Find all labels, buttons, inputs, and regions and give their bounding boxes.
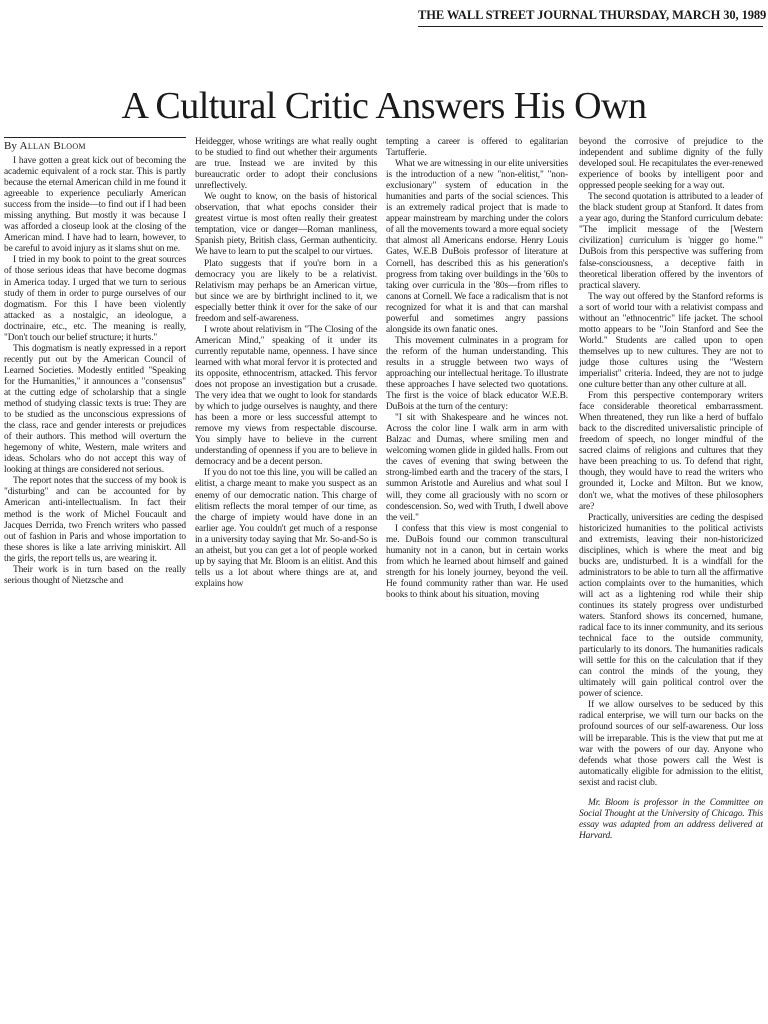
paragraph: From this perspective contemporary writers face considerable theoretical embarrassment. When threatened, they run like a herd of buffalo back to the discredited universalistic principle of freedom of speech, no longer mindful of the sacred claims of religions and cultures that they have been preaching to us. To defend that right, though, they would have to read the writers who grounded it, Locke and Milton. But we know, don't we, what the motives of these philosophers are? xyxy=(579,391,763,512)
masthead-rule xyxy=(418,26,763,27)
paragraph: Practically, universities are ceding the despised historicized humanities to the political activists and extremists, leaving their non-historicized disciplines, which is where the meat and big bucks are, undisturbed. It is a windfall for the administrators to be able to turn all the affirmative action complaints over to the humanities, which will act as a lightening rod while their ship continues its stately progress over undisturbed waters. Stanford shows its concerned, humane, radical face to its inner community, and its serious technical face to the outside community, particularly to its donors. The humanities radicals will settle for this on the calculation that if they can control the minds of the young, they ultimately will gain political control over the power of science. xyxy=(579,512,763,700)
article-column-2 xyxy=(195,137,377,752)
byline-author: Allan Bloom xyxy=(19,140,86,152)
byline xyxy=(4,137,186,153)
paragraph: Their work is in turn based on the really serious thought of Nietzsche and xyxy=(4,564,186,586)
article-column-1 xyxy=(4,156,186,701)
paragraph: The second quotation is attributed to a leader of the black student group at Stanford. It dates from a year ago, during the Stanford curriculum debate: "The implicit message of the [Western civilization] curriculum is 'nigger go home.'" DuBois from this perspective was suffering from false-consciousness, a deceptive faith in theoretical liberation offered by the inventors of practical slavery. xyxy=(579,192,763,291)
paragraph: I wrote about relativism in "The Closing of the American Mind," speaking of it under its currently reputable name, openness. I have since learned with what moral fervor it is protected and its opposite, ethnocentrism, attacked. This fervor does not propose an investigation but a crusade. The very idea that we ought to look for standards by which to judge ourselves is naughty, and there has been a more or less successful attempt to remove my views from respectable discourse. You simply have to believe in the current understanding of openness if you are to believe in democracy and be a decent person. xyxy=(195,324,377,468)
paragraph: "I sit with Shakespeare and he winces not. Across the color line I walk arm in arm with Balzac and Dumas, where smiling men and welcoming women glide in gilded halls. From out the caves of evening that swing between the strong-limbed earth and the tracery of the stars, I summon Aristotle and Aurelius and what soul I will, they come all graciously with no scorn or condescension. So, wed with Truth, I dwell above the veil." xyxy=(386,413,568,523)
paragraph: This dogmatism is neatly expressed in a report recently put out by the American Council of Learned Societies. Modestly entitled "Speaking for the Humanities," it announces a "consensus" at the cutting edge of scholarship that a single method of studying classic texts is true: They are to be studied as the unconscious expressions of the class, race and gender interests or prejudices of their authors. This method will overturn the hegemony of white, Western, male writers and ideas. Scholars who do not accept this way of looking at things are considered not serious. xyxy=(4,343,186,476)
paragraph: If we allow ourselves to be seduced by this radical enterprise, we will turn our backs on the profound sources of our self-awareness. Our loss will be irreparable. This is the view that put me at war with the powers of our day. Anyone who defends what those powers call the West is automatically eligible for admission to the elitist, sexist and racist club. xyxy=(579,700,763,788)
paragraph: beyond the corrosive of prejudice to the independent and sublime dignity of the fully developed soul. He recapitulates the ever-renewed experience of books by intelligent poor and oppressed people seeking for a way out. xyxy=(579,137,763,192)
paragraph: We ought to know, on the basis of historical observation, that what epochs consider their greatest virtue is most often really their greatest temptation, vice or danger—Roman manliness, Spanish piety, British class, German authenticity. We have to learn to put the scalpel to our virtues. xyxy=(195,192,377,258)
paragraph: Plato suggests that if you're born in a democracy you are likely to be a relativist. Relativism may perhaps be an American virtue, but since we are by birthright inclined to it, we especially better think it over for the sake of our freedom and self-awareness. xyxy=(195,258,377,324)
paragraph: If you do not toe this line, you will be called an elitist, a charge meant to make you suspect as an enemy of our democratic nation. This charge of elitism reflects the moral temper of our time, as the charge of impiety would have done in an earlier age. You couldn't get much of a response in a university today saying that Mr. So-and-So is an atheist, but you can get a lot of people worked up by saying that Mr. Bloom is an elitist. And this tells us a lot about where things are at, and explains how xyxy=(195,468,377,589)
paragraph: The report notes that the success of my book is "disturbing" and can be accounted for by American anti-intellectualism. In fact their method is the work of Michel Foucault and Jacques Derrida, two French writers who passed out of fashion in Paris and whose importation to these shores is like a late arriving miniskirt. All the girls, the report tells us, are wearing it. xyxy=(4,476,186,564)
paragraph: tempting a career is offered to egalitarian Tartufferie. xyxy=(386,137,568,159)
masthead: THE WALL STREET JOURNAL THURSDAY, MARCH 30, 1989 xyxy=(418,8,767,22)
article-column-3 xyxy=(386,137,568,797)
article-column-4 xyxy=(579,137,763,991)
paragraph: I have gotten a great kick out of becoming the academic equivalent of a rock star. This is partly because the eternal American child in me found it agreeable to experience peculiarly American success from the inside—to find out if I had been missing anything. But mostly it was because I was afforded a closeup look at the closing of the American mind. I have had to learn, however, to be careful to avoid injury as it slams shut on me. xyxy=(4,156,186,255)
paragraph: The way out offered by the Stanford reforms is a sort of world tour with a relativist compass and without an "ethnocentric" life jacket. The school motto appears to be "Join Stanford and See the World." Students are called upon to open themselves up to new cultures. They are not to judge those cultures using the "Western imperialist" criteria. Indeed, they are not to judge one culture better than any other culture at all. xyxy=(579,291,763,391)
author-bio: Mr. Bloom is professor in the Committee on Social Thought at the University of Chicago. This essay was adapted from an address delivered at Harvard. xyxy=(579,797,763,841)
headline: A Cultural Critic Answers His Own xyxy=(121,85,647,127)
paragraph: This movement culminates in a program for the reform of the human understanding. This results in a struggle between two ways of approaching our intellectual heritage. To illustrate these approaches I have selected two quotations. The first is the voice of black educator W.E.B. DuBois at the turn of the century: xyxy=(386,335,568,413)
paragraph: I tried in my book to point to the great sources of those serious ideas that have become dogmas in America today. I urged that we turn to serious study of them in order to purge ourselves of our dogmatism. For this I have been violently attacked as a nostalgic, an ideologue, a doctrinaire, etc., etc. The meaning is really, "Don't touch our belief structure; it hurts." xyxy=(4,255,186,343)
byline-prefix: By xyxy=(4,140,17,152)
paragraph: What we are witnessing in our elite universities is the introduction of a new "non-elitist," "non-exclusionary" system of education in the humanities and parts of the social sciences. This is an extremely radical project that is made to appear mainstream by marching under the colors of all the movements toward a more equal society that almost all Americans endorse. Henry Louis Gates, W.E.B DuBois professor of literature at Cornell, has described this as his generation's progress from taking over buildings in the '60s to taking over curricula in the '80s—from rifles to canons at Cornell. We face a radicalism that is not recognized for what it is and that can marshal powerful and sometimes angry passions alongside its own fanatic ones. xyxy=(386,159,568,335)
paragraph: Heidegger, whose writings are what really ought to be studied to find out whether their arguments are true. Instead we are invited by this bureaucratic order to adopt their conclusions unreflectively. xyxy=(195,137,377,192)
paragraph: I confess that this view is most congenial to me. DuBois found our common transcultural humanity not in a canon, but in certain works from which he learned about himself and gained strength for his lonely journey, beyond the veil. He found community rather than war. He used books to think about his situation, moving xyxy=(386,523,568,600)
